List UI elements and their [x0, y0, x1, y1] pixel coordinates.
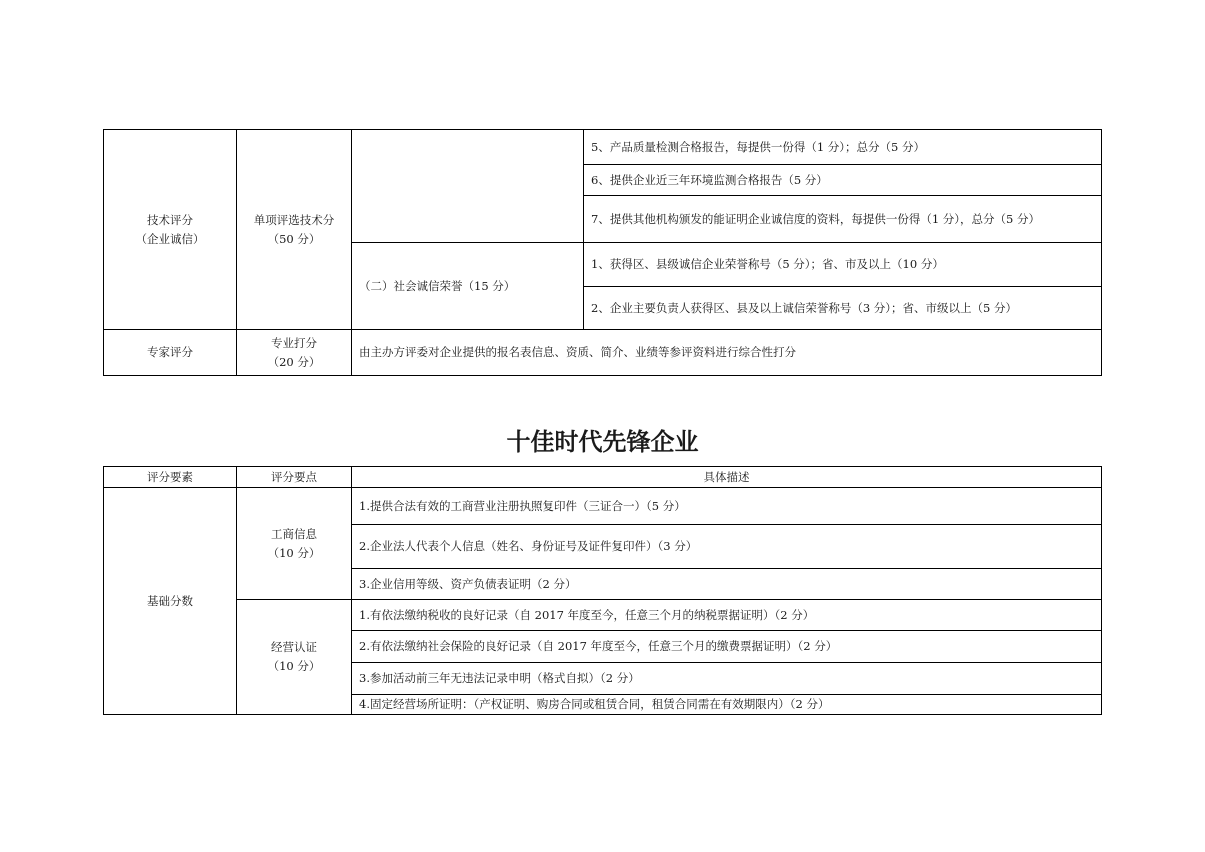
scoring-table-tech — [103, 129, 1102, 376]
expert-description: 由主办方评委对企业提供的报名表信息、资质、简介、业绩等参评资料进行综合性打分 — [352, 330, 1102, 376]
item-cell: 2.有依法缴纳社会保险的良好记录（自 2017 年度至今，任意三个月的缴费票据证明）（2 分） — [352, 631, 1102, 663]
item-cell: 1.提供合法有效的工商营业注册执照复印件（三证合一）（5 分） — [352, 488, 1102, 525]
sub-label-operation-cert: 经营认证 （10 分） — [237, 600, 352, 715]
item-cell: 1、获得区、县级诚信企业荣誉称号（5 分）；省、市及以上（10 分） — [584, 243, 1102, 287]
item-cell: 6、提供企业近三年环境监测合格报告（5 分） — [584, 165, 1102, 196]
item-cell: 2.企业法人代表个人信息（姓名、身份证号及证件复印件）（3 分） — [352, 525, 1102, 569]
scoring-table-pioneer — [103, 466, 1102, 715]
item-cell: 1.有依法缴纳税收的良好记录（自 2017 年度至今，任意三个月的纳税票据证明）（2 分） — [352, 600, 1102, 631]
group-label-basic-score: 基础分数 — [104, 488, 237, 715]
header-point: 评分要点 — [237, 467, 352, 488]
item-cell: 5、产品质量检测合格报告，每提供一份得（1 分）；总分（5 分） — [584, 130, 1102, 165]
item-cell: 2、企业主要负责人获得区、县及以上诚信荣誉称号（3 分）；省、市级以上（5 分） — [584, 287, 1102, 330]
pro-score-label: 专业打分 （20 分） — [237, 330, 352, 376]
section-title: 十佳时代先锋企业 — [506, 428, 699, 456]
sub-label-single-tech-score: 单项评选技术分 （50 分） — [237, 130, 352, 330]
item-cell: 3.企业信用等级、资产负债表证明（2 分） — [352, 569, 1102, 600]
item-cell: 4.固定经营场所证明：（产权证明、购房合同或租赁合同，租赁合同需在有效期限内）（2 分） — [352, 695, 1102, 715]
item-cell: 7、提供其他机构颁发的能证明企业诚信度的资料，每提供一份得（1 分），总分（5 分） — [584, 196, 1102, 243]
honor-label: （二）社会诚信荣誉（15 分） — [352, 243, 584, 330]
sub-label-business-info: 工商信息 （10 分） — [237, 488, 352, 600]
header-description: 具体描述 — [352, 467, 1102, 488]
group-label-tech-score: 技术评分 （企业诚信） — [104, 130, 237, 330]
item-cell: 3.参加活动前三年无违法记录申明（格式自拟）（2 分） — [352, 663, 1102, 695]
header-element: 评分要素 — [104, 467, 237, 488]
expert-score-label: 专家评分 — [104, 330, 237, 376]
empty-cell — [352, 130, 584, 243]
